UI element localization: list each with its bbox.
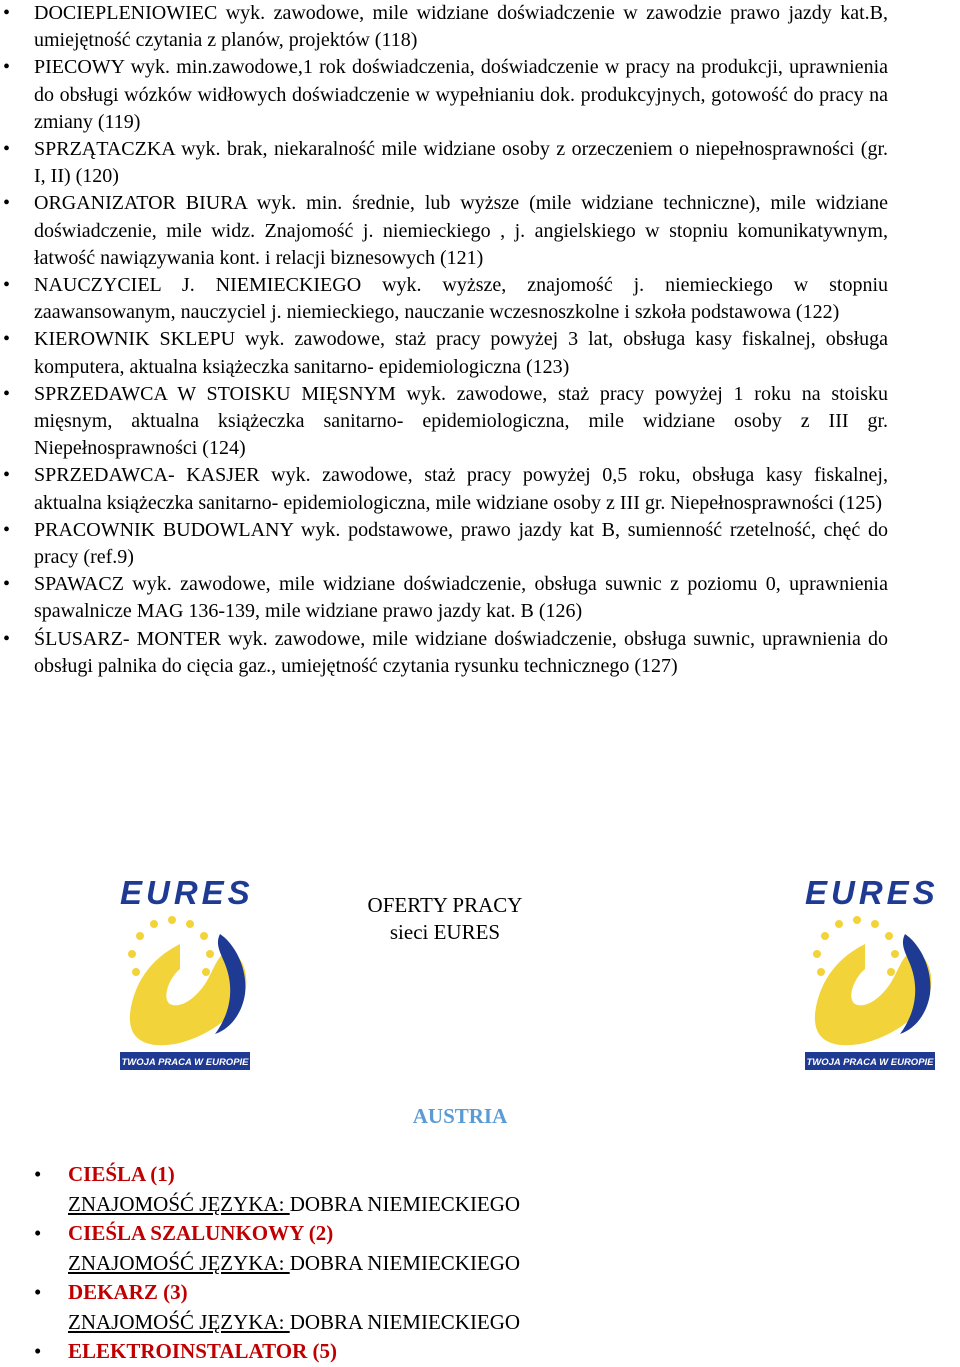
job-list — [0, 0, 960, 680]
requirement-label: ZNAJOMOŚĆ JĘZYKA: — [68, 1250, 290, 1275]
job-text: SPRZEDAWCA- KASJER wyk. zawodowe, staż pracy powyżej 0,5 roku, obsługa kasy fiskalnej, aktualna książeczka sanitarno- epidemiologiczna, mile widziane osoby z III gr. Niepełnosprawności (125) — [34, 464, 888, 514]
requirement-label: ZNAJOMOŚĆ JĘZYKA: — [68, 1191, 290, 1216]
offer-name: DEKARZ (3) — [68, 1280, 188, 1304]
job-item — [0, 381, 960, 463]
bullet-icon: • — [3, 56, 11, 79]
eures-logo — [805, 874, 940, 1074]
eures-banner — [0, 860, 960, 1090]
requirement-label: ZNAJOMOŚĆ JĘZYKA: — [68, 1309, 290, 1334]
offer-item — [0, 1337, 960, 1367]
bullet-icon: • — [3, 192, 11, 215]
job-item — [0, 517, 960, 571]
offer-requirement — [68, 1190, 960, 1220]
job-item — [0, 190, 960, 272]
job-item — [0, 571, 960, 625]
job-text: SPRZĄTACZKA wyk. brak, niekaralność mile widziane osoby z orzeczeniem o niepełnosprawności (gr. I, II) (120) — [34, 138, 888, 188]
job-item — [0, 136, 960, 190]
bullet-icon: • — [3, 274, 11, 297]
bullet-icon: • — [3, 2, 11, 24]
eures-logo-tagline: TWOJA PRACA W EUROPIE — [121, 1057, 249, 1068]
job-text: DOCIEPLENIOWIEC wyk. zawodowe, mile widziane doświadczenie w zawodzie prawo jazdy kat.B, umiejętność czytania z planów, projektów (118) — [34, 2, 888, 52]
bullet-icon: • — [34, 1339, 42, 1363]
job-text: ORGANIZATOR BIURA wyk. min. średnie, lub wyższe (mile widziane techniczne), mile widziane doświadczenie, mile widz. Znajomość j. niemieckiego , j. angielskiego w stopniu komunikatywnym, łatwość nawiązywania kont. i relacji biznesowych (121) — [34, 192, 888, 269]
offer-item — [0, 1160, 960, 1219]
job-text: PIECOWY wyk. min.zawodowe,1 rok doświadczenia, doświadczenie w pracy na produkcji, uprawnienia do obsługi wózków widłowych doświadczenie w wypełnianiu dok. produkcyjnych, gotowość do pracy na zmiany (119) — [34, 56, 888, 133]
job-item — [0, 626, 960, 680]
offer-requirement — [68, 1249, 960, 1279]
eures-logo-tagline: TWOJA PRACA W EUROPIE — [806, 1057, 934, 1068]
bullet-icon: • — [34, 1280, 42, 1304]
eures-logo-icon — [120, 874, 255, 1074]
bullet-icon: • — [3, 518, 11, 541]
job-item — [0, 326, 960, 380]
job-text: SPRZEDAWCA W STOISKU MIĘSNYM wyk. zawodowe, staż pracy powyżej 1 roku na stoisku mięsnym, aktualna książeczka sanitarno- epidemiologiczna, mile widziane osoby z III gr. Niepełnosprawności (124) — [34, 382, 888, 460]
eures-logo-text: EURES — [120, 874, 254, 911]
offer-name: CIEŚLA SZALUNKOWY (2) — [68, 1221, 334, 1245]
offer-title-line1: OFERTY PRACY — [367, 893, 523, 917]
requirement-value: DOBRA NIEMIECKIEGO — [289, 1309, 521, 1334]
offer-requirement — [68, 1308, 960, 1338]
job-item — [0, 462, 960, 516]
bullet-icon: • — [3, 138, 11, 161]
job-text: ŚLUSARZ- MONTER wyk. zawodowe, mile widziane doświadczenie, obsługa suwnic, uprawnienia do obsługi palnika do cięcia gaz., umiejętność czytania rysunku technicznego (127) — [34, 627, 888, 677]
job-item — [0, 0, 960, 54]
country-heading: AUSTRIA — [412, 1104, 508, 1128]
job-text: PRACOWNIK BUDOWLANY wyk. podstawowe, prawo jazdy kat B, sumienność rzetelność, chęć do pracy (ref.9) — [34, 518, 888, 569]
bullet-icon: • — [34, 1162, 42, 1186]
offer-item — [0, 1219, 960, 1278]
offer-name: CIEŚLA (1) — [68, 1162, 175, 1186]
job-text: NAUCZYCIEL J. NIEMIECKIEGO wyk. wyższe, znajomość j. niemieckiego w stopniu zaawansowanym, nauczyciel j. niemieckiego, nauczanie wczesnoszkolne i szkoła podstawowa (122) — [34, 274, 888, 324]
job-item — [0, 272, 960, 326]
offer-title — [330, 892, 560, 946]
bullet-icon: • — [3, 573, 11, 596]
offer-list — [0, 1160, 960, 1367]
job-item — [0, 54, 960, 136]
requirement-value: DOBRA NIEMIECKIEGO — [289, 1191, 521, 1216]
offer-title-line2: sieci EURES — [389, 920, 501, 944]
bullet-icon: • — [3, 627, 11, 650]
bullet-icon: • — [3, 328, 11, 351]
eures-logo-text: EURES — [805, 874, 939, 911]
job-text: KIEROWNIK SKLEPU wyk. zawodowe, staż pracy powyżej 3 lat, obsługa kasy fiskalnej, obsługa komputera, aktualna książeczka sanitarno- epidemiologiczna (123) — [34, 328, 888, 378]
offer-name: ELEKTROINSTALATOR (5) — [68, 1339, 337, 1363]
requirement-value: DOBRA NIEMIECKIEGO — [289, 1250, 521, 1275]
bullet-icon: • — [3, 464, 11, 487]
job-text: SPAWACZ wyk. zawodowe, mile widziane doświadczenie, obsługa suwnic z poziomu 0, uprawnienia spawalnicze MAG 136-139, mile widziane prawo jazdy kat. B (126) — [34, 573, 888, 623]
eures-logo-icon — [805, 874, 940, 1074]
bullet-icon: • — [3, 382, 11, 405]
eures-logo — [120, 874, 255, 1074]
offer-item — [0, 1278, 960, 1337]
bullet-icon: • — [34, 1221, 42, 1245]
